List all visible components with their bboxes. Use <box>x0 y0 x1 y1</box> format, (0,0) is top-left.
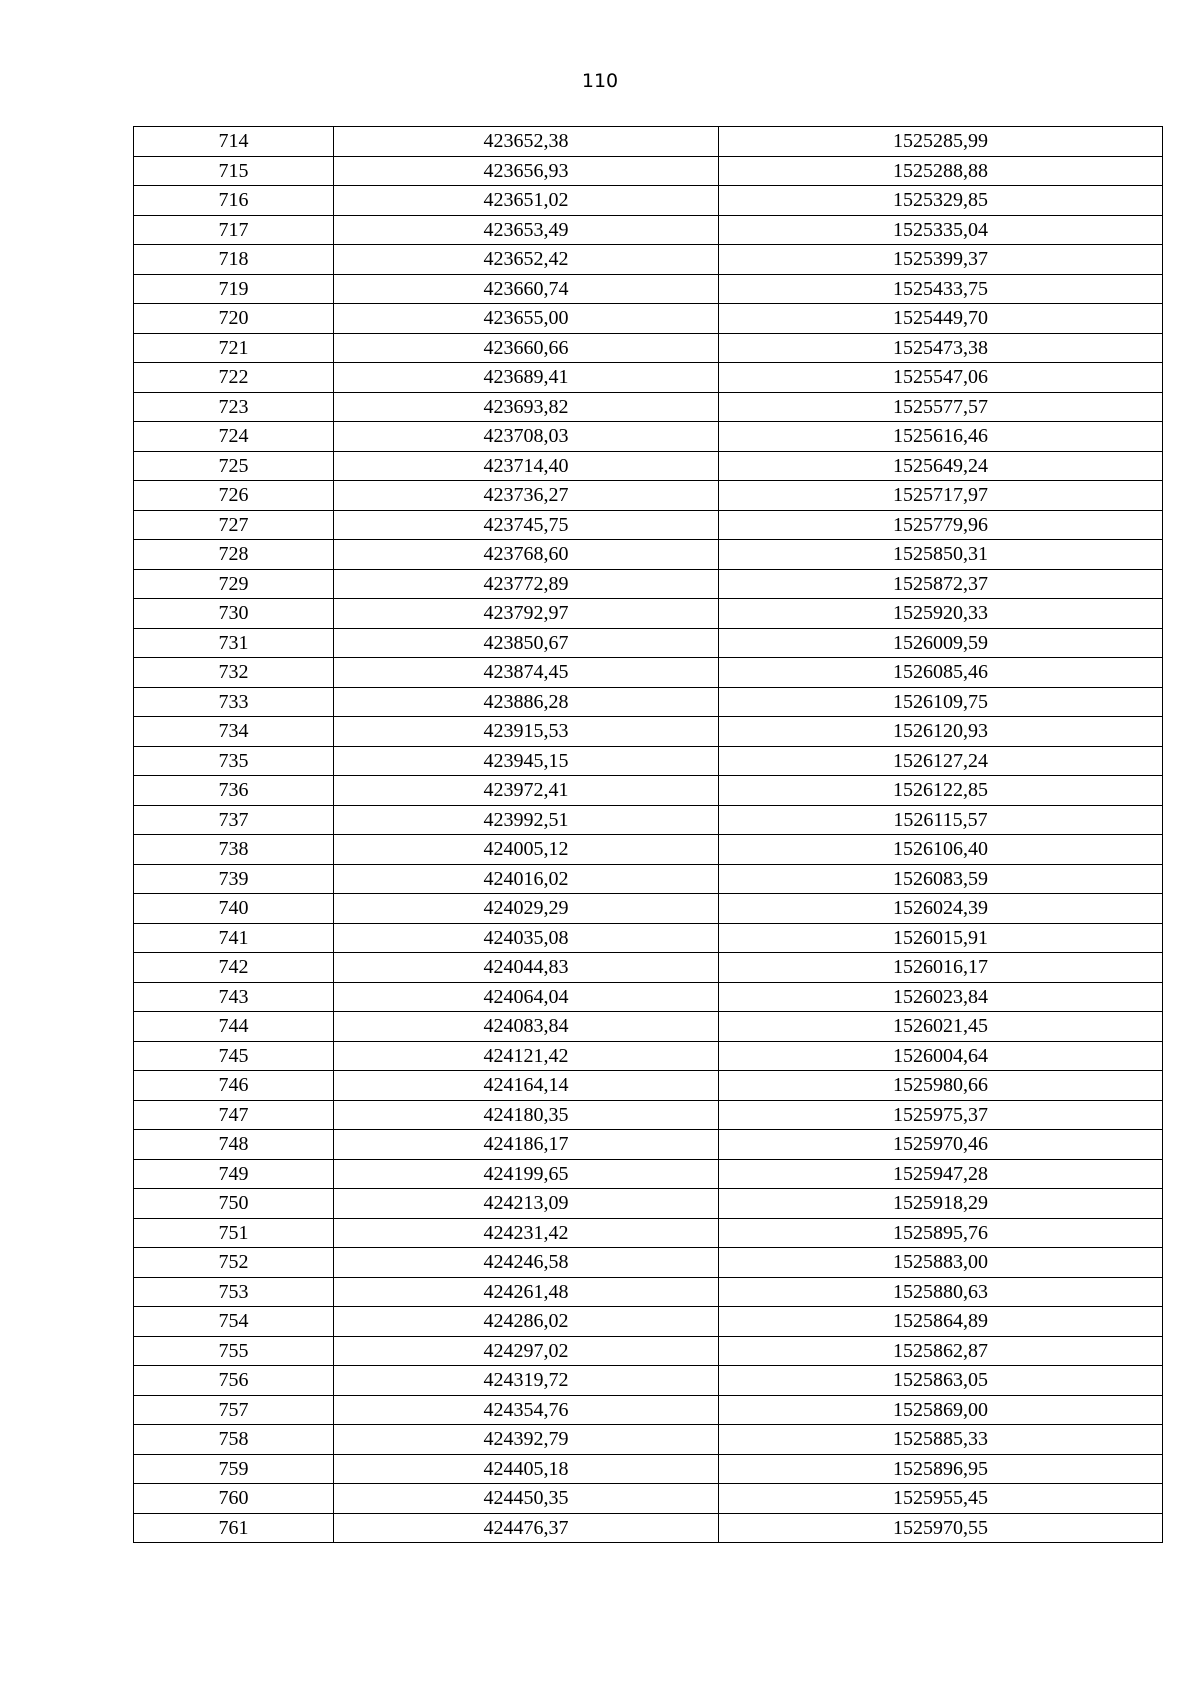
table-row <box>134 805 1163 835</box>
y-coordinate-cell: 1525449,70 <box>719 304 1163 334</box>
table-row <box>134 1513 1163 1543</box>
point-number-cell: 761 <box>134 1513 334 1543</box>
x-coordinate-cell: 424354,76 <box>334 1395 719 1425</box>
x-coordinate-cell: 424164,14 <box>334 1071 719 1101</box>
x-coordinate-cell: 424083,84 <box>334 1012 719 1042</box>
table-row <box>134 953 1163 983</box>
table-row <box>134 481 1163 511</box>
point-number-cell: 726 <box>134 481 334 511</box>
x-coordinate-cell: 423714,40 <box>334 451 719 481</box>
x-coordinate-cell: 423792,97 <box>334 599 719 629</box>
y-coordinate-cell: 1526120,93 <box>719 717 1163 747</box>
table-row <box>134 1336 1163 1366</box>
y-coordinate-cell: 1525285,99 <box>719 127 1163 157</box>
table-row <box>134 510 1163 540</box>
x-coordinate-cell: 424261,48 <box>334 1277 719 1307</box>
table-row <box>134 1100 1163 1130</box>
x-coordinate-cell: 423660,74 <box>334 274 719 304</box>
table-row <box>134 1277 1163 1307</box>
table-row <box>134 333 1163 363</box>
y-coordinate-cell: 1525869,00 <box>719 1395 1163 1425</box>
x-coordinate-cell: 423656,93 <box>334 156 719 186</box>
table-row <box>134 274 1163 304</box>
y-coordinate-cell: 1525980,66 <box>719 1071 1163 1101</box>
x-coordinate-cell: 424199,65 <box>334 1159 719 1189</box>
table-row <box>134 1159 1163 1189</box>
y-coordinate-cell: 1525779,96 <box>719 510 1163 540</box>
point-number-cell: 719 <box>134 274 334 304</box>
y-coordinate-cell: 1525863,05 <box>719 1366 1163 1396</box>
x-coordinate-cell: 424231,42 <box>334 1218 719 1248</box>
x-coordinate-cell: 424035,08 <box>334 923 719 953</box>
table-row <box>134 1484 1163 1514</box>
point-number-cell: 747 <box>134 1100 334 1130</box>
y-coordinate-cell: 1525547,06 <box>719 363 1163 393</box>
y-coordinate-cell: 1526021,45 <box>719 1012 1163 1042</box>
point-number-cell: 757 <box>134 1395 334 1425</box>
y-coordinate-cell: 1525616,46 <box>719 422 1163 452</box>
x-coordinate-cell: 423945,15 <box>334 746 719 776</box>
x-coordinate-cell: 423693,82 <box>334 392 719 422</box>
point-number-cell: 727 <box>134 510 334 540</box>
point-number-cell: 724 <box>134 422 334 452</box>
point-number-cell: 732 <box>134 658 334 688</box>
point-number-cell: 748 <box>134 1130 334 1160</box>
point-number-cell: 738 <box>134 835 334 865</box>
table-row <box>134 894 1163 924</box>
y-coordinate-cell: 1526023,84 <box>719 982 1163 1012</box>
x-coordinate-cell: 423660,66 <box>334 333 719 363</box>
table-row <box>134 127 1163 157</box>
point-number-cell: 750 <box>134 1189 334 1219</box>
table-row <box>134 422 1163 452</box>
table-row <box>134 599 1163 629</box>
table-row <box>134 835 1163 865</box>
table-row <box>134 1248 1163 1278</box>
table-row <box>134 1218 1163 1248</box>
table-row <box>134 363 1163 393</box>
x-coordinate-cell: 424044,83 <box>334 953 719 983</box>
y-coordinate-cell: 1525970,46 <box>719 1130 1163 1160</box>
x-coordinate-cell: 423689,41 <box>334 363 719 393</box>
y-coordinate-cell: 1526106,40 <box>719 835 1163 865</box>
y-coordinate-cell: 1525862,87 <box>719 1336 1163 1366</box>
y-coordinate-cell: 1525473,38 <box>719 333 1163 363</box>
table-row <box>134 687 1163 717</box>
table-row <box>134 717 1163 747</box>
point-number-cell: 758 <box>134 1425 334 1455</box>
y-coordinate-cell: 1526004,64 <box>719 1041 1163 1071</box>
table-row <box>134 245 1163 275</box>
x-coordinate-cell: 424286,02 <box>334 1307 719 1337</box>
x-coordinate-cell: 423652,38 <box>334 127 719 157</box>
table-row <box>134 982 1163 1012</box>
point-number-cell: 720 <box>134 304 334 334</box>
y-coordinate-cell: 1526016,17 <box>719 953 1163 983</box>
y-coordinate-cell: 1525329,85 <box>719 186 1163 216</box>
y-coordinate-cell: 1525649,24 <box>719 451 1163 481</box>
x-coordinate-cell: 423992,51 <box>334 805 719 835</box>
x-coordinate-cell: 423972,41 <box>334 776 719 806</box>
x-coordinate-cell: 423653,49 <box>334 215 719 245</box>
point-number-cell: 753 <box>134 1277 334 1307</box>
point-number-cell: 728 <box>134 540 334 570</box>
x-coordinate-cell: 423768,60 <box>334 540 719 570</box>
table-row <box>134 1307 1163 1337</box>
y-coordinate-cell: 1525883,00 <box>719 1248 1163 1278</box>
table-row <box>134 1454 1163 1484</box>
point-number-cell: 714 <box>134 127 334 157</box>
y-coordinate-cell: 1525918,29 <box>719 1189 1163 1219</box>
table-row <box>134 658 1163 688</box>
point-number-cell: 715 <box>134 156 334 186</box>
y-coordinate-cell: 1525850,31 <box>719 540 1163 570</box>
x-coordinate-cell: 424064,04 <box>334 982 719 1012</box>
x-coordinate-cell: 424246,58 <box>334 1248 719 1278</box>
point-number-cell: 736 <box>134 776 334 806</box>
point-number-cell: 746 <box>134 1071 334 1101</box>
x-coordinate-cell: 423874,45 <box>334 658 719 688</box>
x-coordinate-cell: 423850,67 <box>334 628 719 658</box>
x-coordinate-cell: 423886,28 <box>334 687 719 717</box>
table-row <box>134 1425 1163 1455</box>
y-coordinate-cell: 1526024,39 <box>719 894 1163 924</box>
coordinates-table <box>133 126 1163 1543</box>
table-row <box>134 569 1163 599</box>
table-row <box>134 1012 1163 1042</box>
x-coordinate-cell: 423745,75 <box>334 510 719 540</box>
table-row <box>134 156 1163 186</box>
x-coordinate-cell: 424405,18 <box>334 1454 719 1484</box>
table-row <box>134 1189 1163 1219</box>
y-coordinate-cell: 1526083,59 <box>719 864 1163 894</box>
point-number-cell: 749 <box>134 1159 334 1189</box>
x-coordinate-cell: 423736,27 <box>334 481 719 511</box>
coordinates-table-body <box>134 127 1163 1543</box>
table-row <box>134 776 1163 806</box>
table-row <box>134 540 1163 570</box>
y-coordinate-cell: 1526085,46 <box>719 658 1163 688</box>
y-coordinate-cell: 1525947,28 <box>719 1159 1163 1189</box>
point-number-cell: 735 <box>134 746 334 776</box>
y-coordinate-cell: 1525920,33 <box>719 599 1163 629</box>
table-row <box>134 304 1163 334</box>
x-coordinate-cell: 424319,72 <box>334 1366 719 1396</box>
table-row <box>134 1366 1163 1396</box>
y-coordinate-cell: 1525975,37 <box>719 1100 1163 1130</box>
point-number-cell: 723 <box>134 392 334 422</box>
y-coordinate-cell: 1525955,45 <box>719 1484 1163 1514</box>
x-coordinate-cell: 424029,29 <box>334 894 719 924</box>
y-coordinate-cell: 1525288,88 <box>719 156 1163 186</box>
x-coordinate-cell: 424213,09 <box>334 1189 719 1219</box>
point-number-cell: 731 <box>134 628 334 658</box>
y-coordinate-cell: 1525896,95 <box>719 1454 1163 1484</box>
table-row <box>134 1071 1163 1101</box>
table-row <box>134 186 1163 216</box>
x-coordinate-cell: 424180,35 <box>334 1100 719 1130</box>
point-number-cell: 745 <box>134 1041 334 1071</box>
x-coordinate-cell: 423652,42 <box>334 245 719 275</box>
point-number-cell: 716 <box>134 186 334 216</box>
y-coordinate-cell: 1525433,75 <box>719 274 1163 304</box>
point-number-cell: 737 <box>134 805 334 835</box>
table-row <box>134 451 1163 481</box>
point-number-cell: 725 <box>134 451 334 481</box>
x-coordinate-cell: 423651,02 <box>334 186 719 216</box>
x-coordinate-cell: 423708,03 <box>334 422 719 452</box>
x-coordinate-cell: 424450,35 <box>334 1484 719 1514</box>
table-row <box>134 1395 1163 1425</box>
table-row <box>134 215 1163 245</box>
y-coordinate-cell: 1525399,37 <box>719 245 1163 275</box>
point-number-cell: 739 <box>134 864 334 894</box>
point-number-cell: 755 <box>134 1336 334 1366</box>
y-coordinate-cell: 1525872,37 <box>719 569 1163 599</box>
y-coordinate-cell: 1526122,85 <box>719 776 1163 806</box>
y-coordinate-cell: 1525970,55 <box>719 1513 1163 1543</box>
x-coordinate-cell: 423655,00 <box>334 304 719 334</box>
y-coordinate-cell: 1525895,76 <box>719 1218 1163 1248</box>
point-number-cell: 717 <box>134 215 334 245</box>
y-coordinate-cell: 1525335,04 <box>719 215 1163 245</box>
point-number-cell: 740 <box>134 894 334 924</box>
point-number-cell: 759 <box>134 1454 334 1484</box>
y-coordinate-cell: 1526009,59 <box>719 628 1163 658</box>
x-coordinate-cell: 424392,79 <box>334 1425 719 1455</box>
x-coordinate-cell: 424121,42 <box>334 1041 719 1071</box>
point-number-cell: 752 <box>134 1248 334 1278</box>
y-coordinate-cell: 1526115,57 <box>719 805 1163 835</box>
point-number-cell: 751 <box>134 1218 334 1248</box>
table-row <box>134 392 1163 422</box>
x-coordinate-cell: 424476,37 <box>334 1513 719 1543</box>
x-coordinate-cell: 423772,89 <box>334 569 719 599</box>
point-number-cell: 742 <box>134 953 334 983</box>
x-coordinate-cell: 424016,02 <box>334 864 719 894</box>
page-number: 110 <box>581 70 619 92</box>
point-number-cell: 756 <box>134 1366 334 1396</box>
y-coordinate-cell: 1525717,97 <box>719 481 1163 511</box>
point-number-cell: 729 <box>134 569 334 599</box>
table-row <box>134 746 1163 776</box>
point-number-cell: 733 <box>134 687 334 717</box>
x-coordinate-cell: 424186,17 <box>334 1130 719 1160</box>
table-row <box>134 864 1163 894</box>
y-coordinate-cell: 1525885,33 <box>719 1425 1163 1455</box>
point-number-cell: 734 <box>134 717 334 747</box>
table-row <box>134 923 1163 953</box>
x-coordinate-cell: 424005,12 <box>334 835 719 865</box>
point-number-cell: 741 <box>134 923 334 953</box>
x-coordinate-cell: 424297,02 <box>334 1336 719 1366</box>
point-number-cell: 721 <box>134 333 334 363</box>
y-coordinate-cell: 1525880,63 <box>719 1277 1163 1307</box>
point-number-cell: 754 <box>134 1307 334 1337</box>
y-coordinate-cell: 1525864,89 <box>719 1307 1163 1337</box>
y-coordinate-cell: 1526015,91 <box>719 923 1163 953</box>
table-row <box>134 1041 1163 1071</box>
point-number-cell: 743 <box>134 982 334 1012</box>
x-coordinate-cell: 423915,53 <box>334 717 719 747</box>
point-number-cell: 744 <box>134 1012 334 1042</box>
y-coordinate-cell: 1525577,57 <box>719 392 1163 422</box>
table-row <box>134 628 1163 658</box>
point-number-cell: 718 <box>134 245 334 275</box>
point-number-cell: 730 <box>134 599 334 629</box>
point-number-cell: 722 <box>134 363 334 393</box>
y-coordinate-cell: 1526127,24 <box>719 746 1163 776</box>
y-coordinate-cell: 1526109,75 <box>719 687 1163 717</box>
table-row <box>134 1130 1163 1160</box>
point-number-cell: 760 <box>134 1484 334 1514</box>
